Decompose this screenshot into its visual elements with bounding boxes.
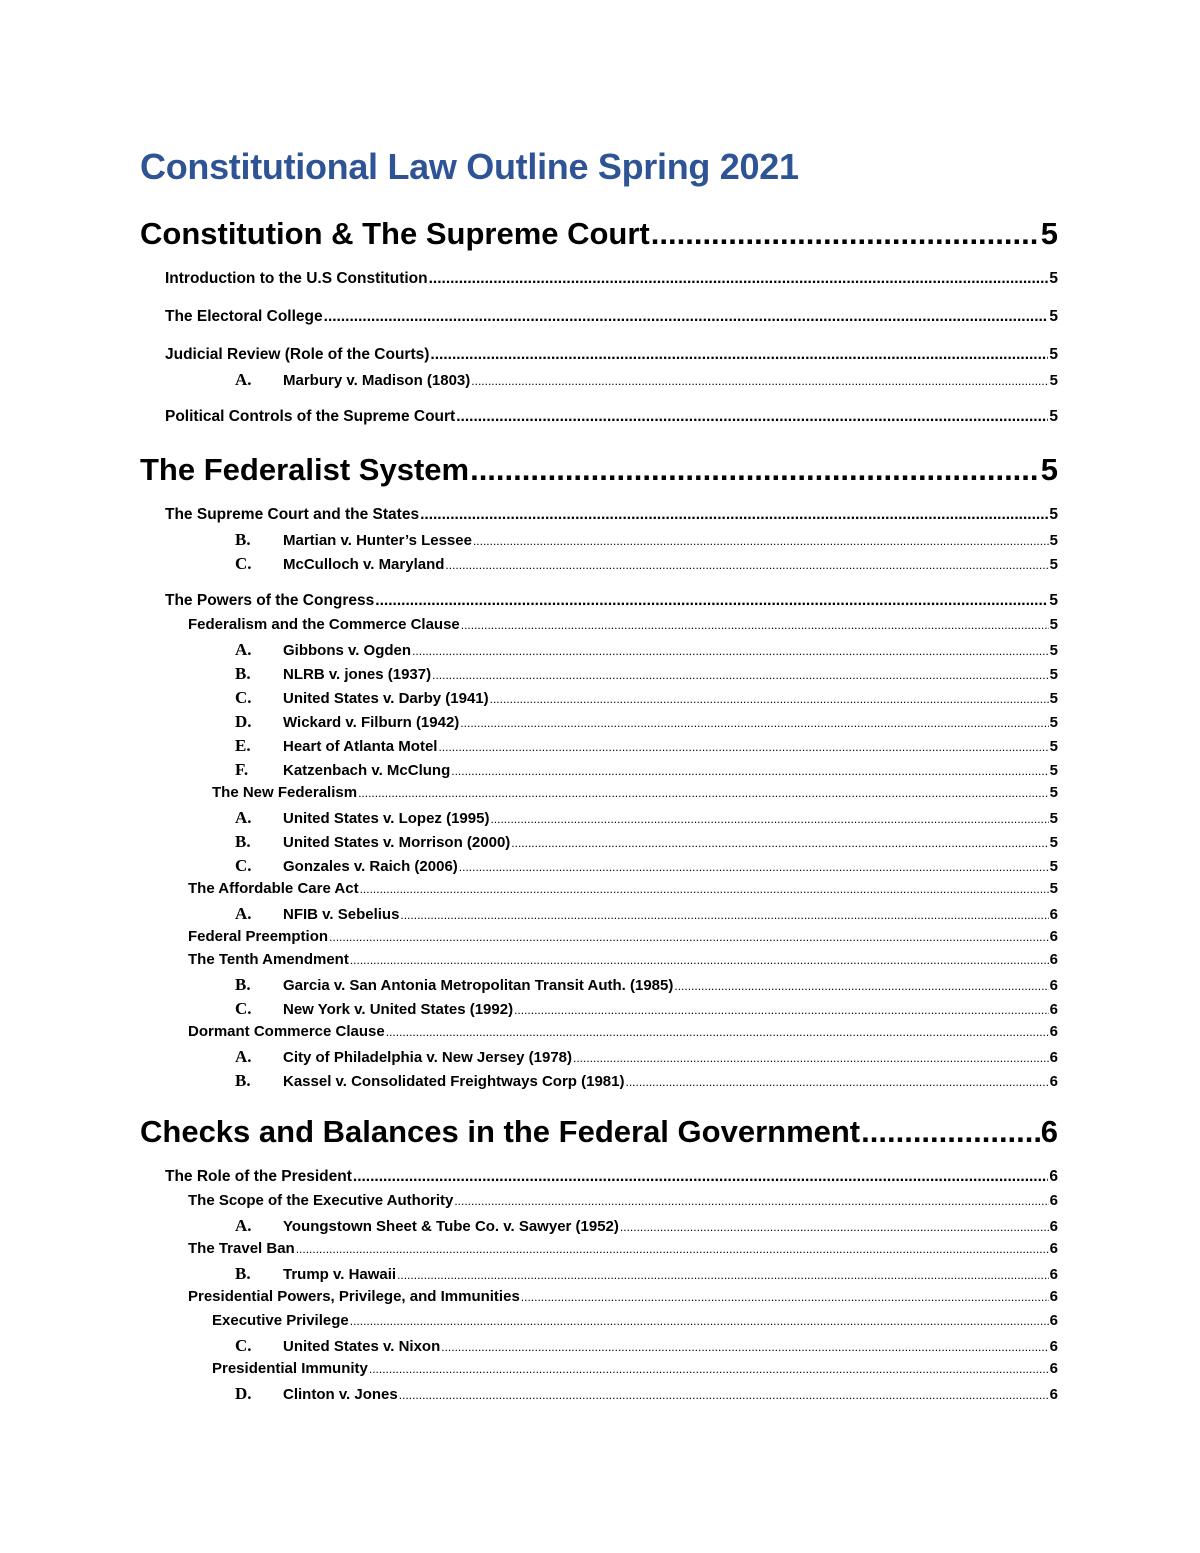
toc-page-number: 5: [1049, 834, 1058, 851]
toc-page-number: 5: [1049, 880, 1058, 897]
toc-entry-text: Kassel v. Consolidated Freightways Corp (1981): [283, 1073, 625, 1090]
toc-entry-label: [235, 1047, 572, 1067]
toc-entry-label: [212, 784, 357, 801]
toc-entry-text: The Affordable Care Act: [188, 880, 359, 897]
toc-entry-text: Clinton v. Jones: [283, 1386, 398, 1403]
toc-page-number: 5: [1049, 532, 1058, 549]
toc-dot-leader: [445, 556, 1048, 573]
toc-entry[interactable]: [235, 688, 1058, 710]
toc-entry-label: [235, 904, 399, 924]
toc-dot-leader: [651, 216, 1040, 252]
toc-dot-leader: [438, 738, 1048, 755]
toc-entry[interactable]: [165, 506, 1058, 528]
toc-entry-letter: C.: [235, 999, 252, 1018]
toc-dot-leader: [350, 1312, 1049, 1329]
toc-page-number: 5: [1040, 216, 1058, 251]
toc-entry-label: [235, 736, 437, 756]
toc-entry[interactable]: [165, 1168, 1058, 1190]
toc-entry[interactable]: [235, 640, 1058, 662]
toc-entry-letter: A.: [235, 1047, 252, 1066]
toc-entry[interactable]: [235, 1071, 1058, 1093]
toc-entry[interactable]: [235, 975, 1058, 997]
toc-page-number: 5: [1049, 270, 1058, 287]
toc-entry-text: Gonzales v. Raich (2006): [283, 858, 458, 875]
toc-entry-label: [188, 1240, 295, 1257]
toc-entry[interactable]: [235, 554, 1058, 576]
toc-page-number: 5: [1049, 308, 1058, 325]
toc-page-number: 5: [1049, 592, 1058, 609]
toc-entry-label: [165, 308, 323, 326]
toc-entry[interactable]: [235, 664, 1058, 686]
toc-dot-leader: [296, 1240, 1049, 1257]
toc-entry-letter: B.: [235, 975, 251, 994]
toc-dot-leader: [358, 784, 1049, 801]
toc-entry[interactable]: [212, 1312, 1058, 1334]
toc-entry-letter: B.: [235, 530, 251, 549]
toc-entry-text: New York v. United States (1992): [283, 1001, 514, 1018]
toc-entry-label: [212, 1360, 368, 1377]
toc-entry[interactable]: [235, 1336, 1058, 1358]
toc-page-number: 5: [1049, 858, 1058, 875]
toc-entry-label: [165, 592, 374, 610]
toc-dot-leader: [360, 880, 1049, 897]
toc-entry[interactable]: [188, 1192, 1058, 1214]
toc-entry-letter: B.: [235, 664, 251, 683]
toc-dot-leader: [456, 408, 1048, 426]
toc-entry[interactable]: [235, 999, 1058, 1021]
toc-entry-label: [235, 1384, 398, 1404]
toc-entry-text: Heart of Atlanta Motel: [283, 738, 438, 755]
toc-entry-label: [140, 452, 469, 488]
toc-page-number: 6: [1049, 928, 1058, 945]
toc-entry-label: [140, 216, 650, 252]
toc-page-number: 5: [1049, 556, 1058, 573]
toc-entry[interactable]: [165, 592, 1058, 614]
toc-entry-text: Constitution & The Supreme Court: [140, 216, 650, 251]
toc-page-number: 5: [1049, 738, 1058, 755]
toc-entry-text: Marbury v. Madison (1803): [283, 372, 471, 389]
toc-dot-leader: [430, 346, 1048, 364]
toc-page-number: 6: [1049, 1240, 1058, 1257]
toc-entry[interactable]: [188, 1288, 1058, 1310]
toc-entry[interactable]: [165, 408, 1058, 430]
toc-entry-text: NFIB v. Sebelius: [283, 906, 400, 923]
toc-entry[interactable]: [235, 1384, 1058, 1406]
toc-entry-text: Presidential Powers, Privilege, and Immunities: [188, 1288, 520, 1305]
toc-page-number: 6: [1049, 1168, 1058, 1185]
toc-dot-leader: [386, 1023, 1049, 1040]
toc-entry-label: [235, 1336, 440, 1356]
toc-entry-text: Judicial Review (Role of the Courts): [165, 346, 430, 363]
toc-dot-leader: [620, 1218, 1049, 1235]
toc-page-number: 5: [1040, 452, 1058, 487]
toc-dot-leader: [432, 666, 1049, 683]
toc-entry-text: Trump v. Hawaii: [283, 1266, 397, 1283]
toc-page-number: 5: [1049, 506, 1058, 523]
toc-entry-label: [235, 808, 489, 828]
toc-page-number: 6: [1049, 977, 1058, 994]
toc-entry-label: [188, 616, 460, 633]
toc-entry-label: [188, 1192, 453, 1209]
toc-entry-label: [165, 1168, 352, 1186]
toc-dot-leader: [353, 1168, 1048, 1186]
toc-entry-text: The Tenth Amendment: [188, 951, 349, 968]
toc-dot-leader: [454, 1192, 1048, 1209]
toc-entry-label: [188, 1023, 385, 1040]
toc-entry[interactable]: [235, 904, 1058, 926]
toc-entry[interactable]: [212, 1360, 1058, 1382]
toc-entry-text: McCulloch v. Maryland: [283, 556, 445, 573]
toc-entry-text: The Electoral College: [165, 308, 323, 325]
toc-entry-letter: A.: [235, 370, 252, 389]
toc-page-number: 5: [1049, 408, 1058, 425]
toc-dot-leader: [451, 762, 1048, 779]
toc-entry[interactable]: [165, 346, 1058, 368]
toc-entry-label: [235, 1216, 619, 1236]
toc-entry-letter: C.: [235, 856, 252, 875]
toc-page-number: 5: [1049, 714, 1058, 731]
toc-page-number: 6: [1049, 1266, 1058, 1283]
toc-dot-leader: [514, 1001, 1049, 1018]
toc-dot-leader: [350, 951, 1049, 968]
toc-entry-label: [235, 712, 459, 732]
toc-dot-leader: [329, 928, 1049, 945]
toc-dot-leader: [625, 1073, 1048, 1090]
toc-entry[interactable]: [235, 856, 1058, 878]
toc-entry-label: [188, 880, 359, 897]
toc-entry-text: Katzenbach v. McClung: [283, 762, 451, 779]
toc-page-number: 6: [1049, 1192, 1058, 1209]
toc-entry[interactable]: [235, 760, 1058, 782]
toc-heading[interactable]: [140, 216, 1058, 256]
toc-entry-label: [235, 760, 450, 780]
toc-page-number: 5: [1049, 690, 1058, 707]
toc-entry-letter: A.: [235, 904, 252, 923]
toc-page-number: 6: [1049, 1360, 1058, 1377]
toc-entry-label: [235, 640, 411, 660]
toc-dot-leader: [861, 1114, 1040, 1150]
toc-dot-leader: [511, 834, 1048, 851]
toc-entry-text: The Federalist System: [140, 452, 470, 487]
toc-entry[interactable]: [188, 1023, 1058, 1045]
toc-entry-letter: C.: [235, 1336, 252, 1355]
toc-page-number: 6: [1049, 1312, 1058, 1329]
toc-entry-text: Garcia v. San Antonia Metropolitan Transit Auth. (1985): [283, 977, 674, 994]
toc-entry-label: [235, 856, 458, 876]
toc-entry[interactable]: [165, 270, 1058, 292]
toc-entry-label: [235, 999, 513, 1019]
toc-dot-leader: [521, 1288, 1049, 1305]
toc-dot-leader: [399, 1386, 1049, 1403]
toc-page-number: 5: [1049, 372, 1058, 389]
toc-entry[interactable]: [188, 880, 1058, 902]
toc-page-number: 6: [1049, 1218, 1058, 1235]
toc-entry[interactable]: [235, 712, 1058, 734]
toc-entry-letter: A.: [235, 640, 252, 659]
toc-page-number: 6: [1049, 1338, 1058, 1355]
toc-entry-letter: F.: [235, 760, 249, 779]
toc-entry-text: Gibbons v. Ogden: [283, 642, 412, 659]
toc-entry-label: [235, 1071, 624, 1091]
toc-dot-leader: [490, 810, 1048, 827]
toc-page-number: 5: [1049, 810, 1058, 827]
toc-entry-letter: D.: [235, 1384, 252, 1403]
toc-entry[interactable]: [235, 1216, 1058, 1238]
toc-entry-text: Presidential Immunity: [212, 1360, 368, 1377]
toc-page-number: 5: [1049, 784, 1058, 801]
toc-dot-leader: [369, 1360, 1049, 1377]
toc-entry-label: [235, 688, 489, 708]
toc-entry-letter: B.: [235, 832, 251, 851]
toc-entry[interactable]: [235, 1047, 1058, 1069]
toc-dot-leader: [460, 714, 1048, 731]
toc-page-number: 5: [1049, 642, 1058, 659]
toc-entry[interactable]: [188, 928, 1058, 950]
toc-entry-letter: B.: [235, 1071, 251, 1090]
toc-dot-leader: [473, 532, 1049, 549]
page-title: Constitutional Law Outline Spring 2021: [140, 146, 799, 187]
toc-entry-text: City of Philadelphia v. New Jersey (1978): [283, 1049, 572, 1066]
toc-entry[interactable]: [165, 308, 1058, 330]
toc-entry-text: Introduction to the U.S Constitution: [165, 270, 428, 287]
toc-page-number: 5: [1049, 616, 1058, 633]
toc-entry-text: Checks and Balances in the Federal Government: [140, 1114, 861, 1149]
toc-entry-letter: B.: [235, 1264, 251, 1283]
toc-entry-text: The New Federalism: [212, 784, 358, 801]
toc-entry-letter: C.: [235, 688, 252, 707]
toc-page-number: 6: [1049, 1288, 1058, 1305]
toc-dot-leader: [441, 1338, 1048, 1355]
toc-entry[interactable]: [188, 616, 1058, 638]
toc-entry-text: Wickard v. Filburn (1942): [283, 714, 460, 731]
toc-entry-label: [235, 1264, 396, 1284]
toc-dot-leader: [324, 308, 1049, 326]
toc-dot-leader: [471, 372, 1048, 389]
toc-entry-label: [165, 408, 455, 426]
toc-entry-label: [235, 554, 444, 574]
toc-heading[interactable]: [140, 1114, 1058, 1154]
toc-entry[interactable]: [235, 530, 1058, 552]
toc-entry-text: The Supreme Court and the States: [165, 506, 420, 523]
toc-page-number: 6: [1049, 1073, 1058, 1090]
toc-entry-text: NLRB v. jones (1937): [283, 666, 432, 683]
toc-page-number: 6: [1049, 1386, 1058, 1403]
toc-entry[interactable]: [212, 784, 1058, 806]
toc-page-number: 5: [1049, 762, 1058, 779]
toc-dot-leader: [420, 506, 1048, 524]
toc-page-number: 6: [1040, 1114, 1058, 1149]
toc-entry-text: The Powers of the Congress: [165, 592, 375, 609]
toc-entry-letter: D.: [235, 712, 252, 731]
toc-entry-label: [235, 370, 470, 390]
toc-page-number: 6: [1049, 951, 1058, 968]
toc-entry-label: [165, 346, 429, 364]
toc-entry-text: United States v. Darby (1941): [283, 690, 489, 707]
toc-entry[interactable]: [235, 832, 1058, 854]
toc-entry-label: [212, 1312, 349, 1329]
toc-dot-leader: [397, 1266, 1049, 1283]
toc-entry-text: Martian v. Hunter’s Lessee: [283, 532, 472, 549]
toc-entry-letter: A.: [235, 808, 252, 827]
toc-dot-leader: [412, 642, 1049, 659]
toc-entry-text: United States v. Nixon: [283, 1338, 441, 1355]
toc-page-number: 6: [1049, 1023, 1058, 1040]
toc-entry[interactable]: [235, 370, 1058, 392]
toc-dot-leader: [674, 977, 1048, 994]
toc-page-number: 6: [1049, 1049, 1058, 1066]
toc-entry-text: Federalism and the Commerce Clause: [188, 616, 460, 633]
toc-dot-leader: [470, 452, 1040, 488]
toc-entry-text: United States v. Morrison (2000): [283, 834, 511, 851]
toc-dot-leader: [490, 690, 1049, 707]
toc-page-number: 6: [1049, 906, 1058, 923]
toc-entry-letter: A.: [235, 1216, 252, 1235]
toc-entry-label: [165, 270, 428, 288]
toc-entry-text: Federal Preemption: [188, 928, 329, 945]
toc-entry-letter: C.: [235, 554, 252, 573]
toc-entry-letter: E.: [235, 736, 251, 755]
toc-entry-label: [235, 832, 510, 852]
toc-entry[interactable]: [188, 951, 1058, 973]
toc-entry-text: Dormant Commerce Clause: [188, 1023, 385, 1040]
toc-entry-label: [235, 530, 472, 550]
toc-page-number: 6: [1049, 1001, 1058, 1018]
toc-entry-label: [188, 951, 349, 968]
toc-dot-leader: [375, 592, 1048, 610]
toc-page-number: 5: [1049, 666, 1058, 683]
toc-entry[interactable]: [188, 1240, 1058, 1262]
toc-entry-label: [188, 928, 328, 945]
toc-dot-leader: [429, 270, 1049, 288]
toc-entry-text: The Travel Ban: [188, 1240, 295, 1257]
toc-entry-label: [165, 506, 419, 524]
toc-dot-leader: [461, 616, 1049, 633]
toc-entry-text: United States v. Lopez (1995): [283, 810, 490, 827]
toc-entry-text: Youngstown Sheet & Tube Co. v. Sawyer (1952): [283, 1218, 619, 1235]
toc-entry-text: The Role of the President: [165, 1168, 352, 1185]
toc-page-number: 5: [1049, 346, 1058, 363]
toc-dot-leader: [459, 858, 1049, 875]
toc-heading[interactable]: [140, 452, 1058, 492]
toc-entry-text: The Scope of the Executive Authority: [188, 1192, 454, 1209]
toc-dot-leader: [400, 906, 1048, 923]
toc-entry-label: [188, 1288, 520, 1305]
toc-entry-label: [235, 975, 673, 995]
toc-entry-text: Executive Privilege: [212, 1312, 349, 1329]
toc-entry[interactable]: [235, 808, 1058, 830]
toc-entry-label: [235, 664, 431, 684]
toc-dot-leader: [573, 1049, 1049, 1066]
toc-entry[interactable]: [235, 736, 1058, 758]
toc-entry[interactable]: [235, 1264, 1058, 1286]
toc-entry-label: [140, 1114, 860, 1150]
toc-entry-text: Political Controls of the Supreme Court: [165, 408, 456, 425]
